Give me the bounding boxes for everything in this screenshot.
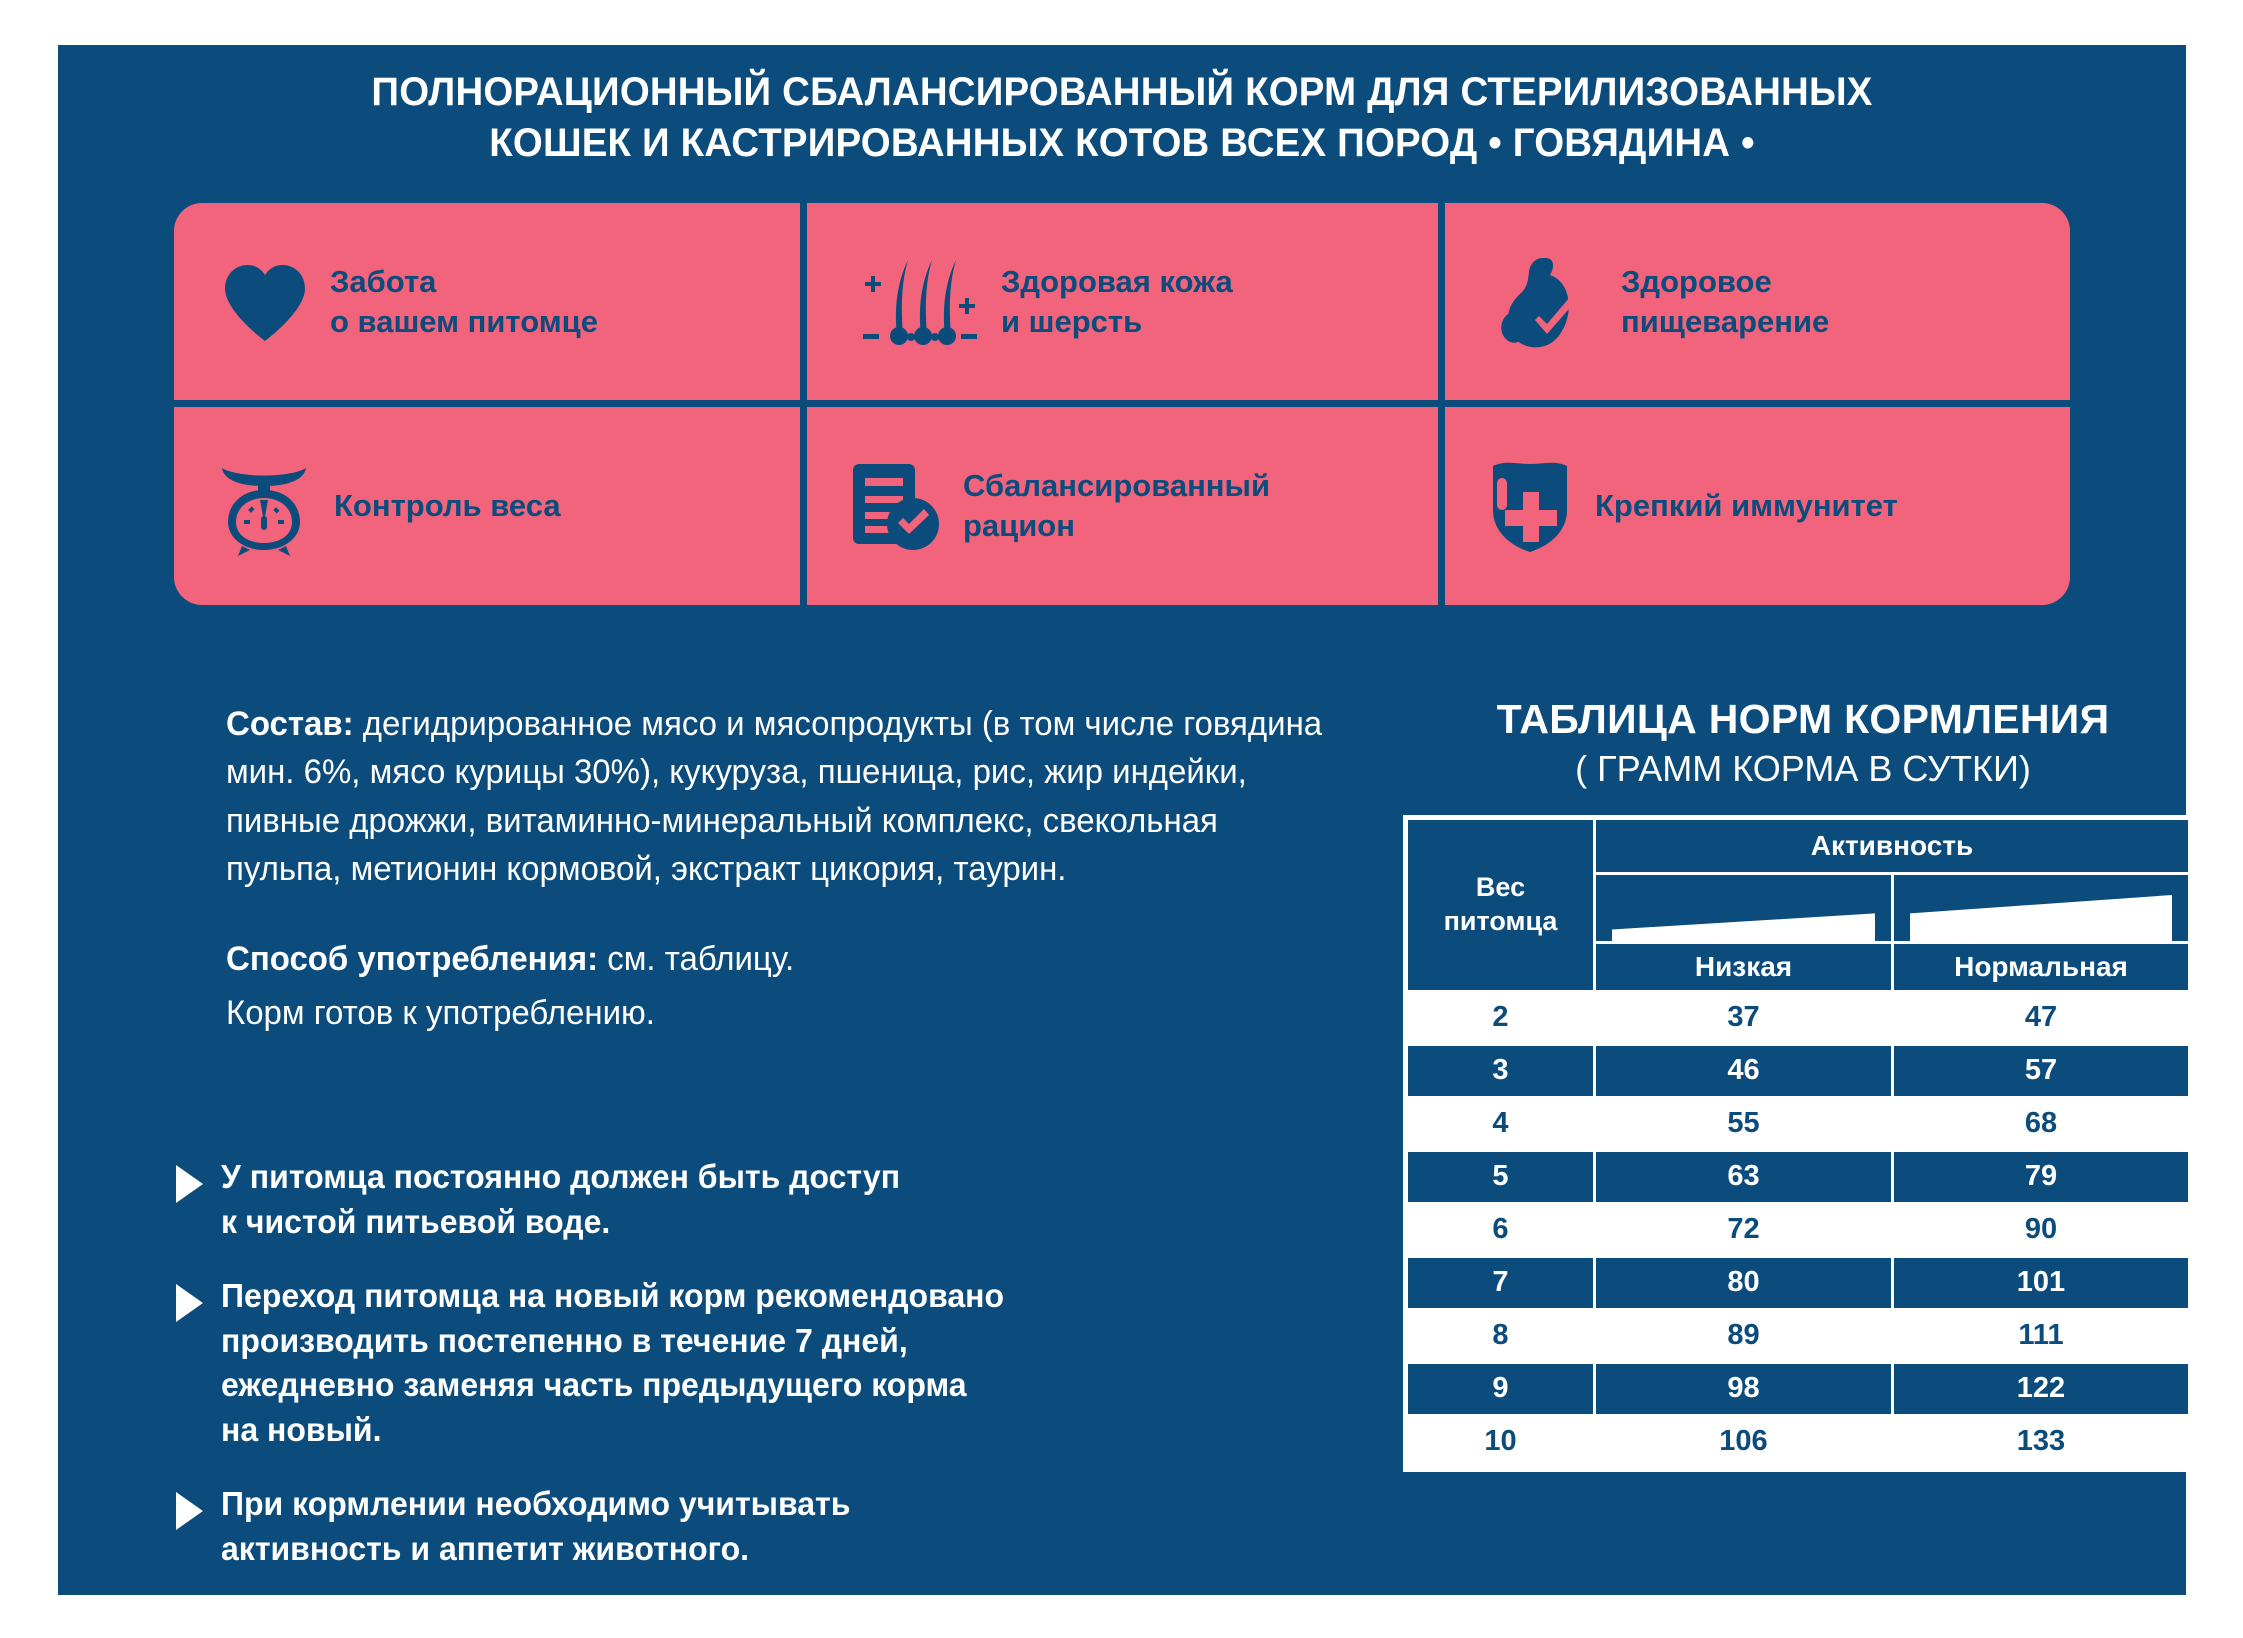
wedge-normal-icon [1910,895,2172,941]
cell-low: 46 [1595,1044,1893,1097]
note-item [176,1155,1366,1244]
feeding-table-section [1403,695,2203,1472]
feeding-table-title: ТАБЛИЦА НОРМ КОРМЛЕНИЯ [1496,696,2110,742]
cell-weight: 4 [1406,1097,1595,1150]
composition-paragraph [226,700,1332,893]
cell-normal: 79 [1893,1150,2191,1203]
note-item [176,1274,1366,1452]
table-row [1406,1309,2191,1362]
table-row [1406,991,2191,1044]
feeding-table [1403,815,2193,1472]
table-row [1406,1362,2191,1415]
header-weight: Вес питомца [1406,817,1595,991]
benefit-balanced-diet-label: Сбалансированный рацион [963,468,1271,543]
composition-text: дегидрированное мясо и мясопродукты (в том числе говядина мин. 6%, мясо курицы 30%), кукуруза, пшеница, рис, жир индейки, пивные дрожжи, витаминно-минеральный комплекс, свекольная пульпа, метионин кормовой, экстракт цикория, таурин. [226,705,1323,888]
feeding-table-subtitle: ( ГРАММ КОРМА В СУТКИ) [1575,748,2031,790]
header-normal: Нормальная [1893,942,2191,991]
note-text: У питомца постоянно должен быть доступ к чистой питьевой воде. [221,1158,901,1240]
hair-follicle-icon [861,256,979,348]
cell-weight: 10 [1406,1415,1595,1469]
cell-weight: 5 [1406,1150,1595,1203]
benefits-grid [174,203,2070,605]
cell-normal: 47 [1893,991,2191,1044]
wedge-low-icon [1612,895,1875,941]
heart-icon [222,263,308,341]
header-activity: Активность [1595,817,2191,873]
cell-low: 37 [1595,991,1893,1044]
table-row [1406,1044,2191,1097]
benefit-balanced-diet [807,407,1438,605]
triangle-bullet-icon [176,1165,203,1203]
usage-text: см. таблицу. [598,940,795,979]
triangle-bullet-icon [176,1492,203,1530]
triangle-bullet-icon [176,1284,203,1322]
grid-divider-v2-bottom [1438,407,1445,605]
cell-normal: 101 [1893,1256,2191,1309]
note-item [176,1482,1366,1571]
grid-divider-v2-top [1438,203,1445,400]
table-header-row [1406,817,2191,873]
benefit-care [174,203,800,400]
usage-ready-line: Корм готов к употреблению. [226,994,655,1033]
notes-list [176,1155,1366,1601]
benefit-weight-control [174,407,800,605]
benefit-skin-coat-label: Здоровая кожа и шерсть [1001,263,1233,339]
benefit-digestion-label: Здоровое пищеварение [1621,263,1830,339]
cell-low: 80 [1595,1256,1893,1309]
header-low: Низкая [1595,942,1893,991]
benefit-care-label: Забота о вашем питомце [330,263,598,339]
left-text-column [226,700,1366,1044]
cell-normal: 57 [1893,1044,2191,1097]
table-row [1406,1415,2191,1469]
stomach-icon [1491,254,1599,350]
cell-normal: 68 [1893,1097,2191,1150]
cell-low: 72 [1595,1203,1893,1256]
scale-icon [216,456,312,556]
table-row [1406,1203,2191,1256]
table-row [1406,1097,2191,1150]
cell-normal: 133 [1893,1415,2191,1469]
headline-line-1: ПОЛНОРАЦИОННЫЙ СБАЛАНСИРОВАННЫЙ КОРМ ДЛЯ СТЕРИЛИЗОВАННЫХ [371,70,1873,114]
wedge-normal-activity [1893,873,2191,942]
cell-normal: 122 [1893,1362,2191,1415]
cell-low: 55 [1595,1097,1893,1150]
usage-label: Способ употребления: [226,940,599,979]
cell-low: 63 [1595,1150,1893,1203]
cell-weight: 3 [1406,1044,1595,1097]
grid-divider-v1-top [800,203,807,400]
grid-divider-v1-bottom [800,407,807,605]
benefit-immunity [1445,407,2070,605]
page-title [158,67,2086,169]
cell-low: 89 [1595,1309,1893,1362]
cell-low: 98 [1595,1362,1893,1415]
cell-weight: 2 [1406,991,1595,1044]
benefit-weight-control-label: Контроль веса [334,488,561,524]
shield-cross-icon [1487,458,1573,554]
grid-divider-horizontal [174,400,2070,407]
cell-weight: 9 [1406,1362,1595,1415]
checklist-icon [849,460,941,552]
cell-normal: 111 [1893,1309,2191,1362]
composition-label: Состав: [226,705,354,743]
table-row [1406,1256,2191,1309]
headline-line-2: КОШЕК И КАСТРИРОВАННЫХ КОТОВ ВСЕХ ПОРОД • ГОВЯДИНА • [489,121,1755,166]
wedge-low-activity [1595,873,1893,942]
cell-normal: 90 [1893,1203,2191,1256]
benefit-digestion [1445,203,2070,400]
cell-low: 106 [1595,1415,1893,1469]
cell-weight: 7 [1406,1256,1595,1309]
benefit-skin-coat [807,203,1438,400]
note-text: Переход питомца на новый корм рекомендовано производить постепенно в течение 7 дней, ежедневно заменяя часть предыдущего корма на новый. [221,1277,1005,1448]
note-text: При кормлении необходимо учитывать активность и аппетит животного. [221,1485,851,1567]
label-panel [58,45,2186,1595]
cell-weight: 8 [1406,1309,1595,1362]
benefit-immunity-label: Крепкий иммунитет [1595,488,1898,524]
table-row [1406,1150,2191,1203]
cell-weight: 6 [1406,1203,1595,1256]
usage-paragraph [226,935,1332,983]
